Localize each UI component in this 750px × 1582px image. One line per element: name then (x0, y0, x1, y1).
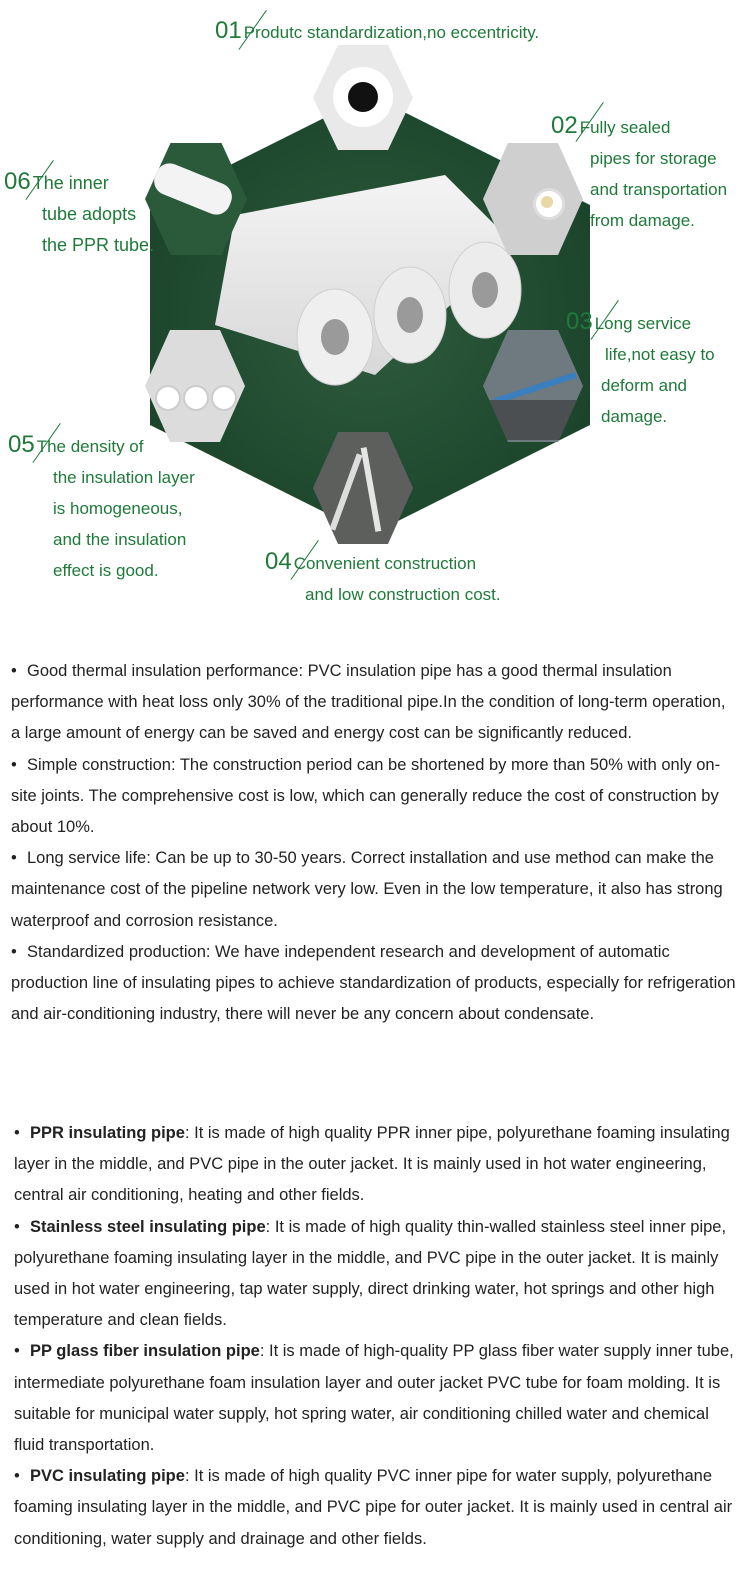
feature-item: • Good thermal insulation performance: PVC insulation pipe has a good thermal insulation performance with heat loss only 30% of the traditional pipe.In the condition of long-term operation, a large amount of energy can be saved and energy cost can be significantly reduced. (11, 662, 726, 743)
insulating-pipes-image (195, 175, 535, 395)
product-item: • PVC insulating pipe: It is made of high quality PVC inner pipe for water supply, polyurethane foaming insulating layer in the middle, and PVC pipe for outer jacket. It is mainly used in central air conditioning, water supply and drainage and other fields. (14, 1467, 733, 1548)
product-item: • Stainless steel insulating pipe: It is made of high quality thin-walled stainless steel inner pipe, polyurethane foaming insulating layer in the middle, and PVC pipe in the outer jacket. It is mainly used in hot water engineering, tap water supply, direct drinking water, hot springs and other high temperature and clean fields. (14, 1217, 727, 1330)
products-list (14, 1118, 739, 1555)
feature-item: • Standardized production: We have independent research and development of automatic production line of insulating pipes to achieve standardization of products, especially for refrigeration and air-conditioning industry, there will never be any concern about condensate. (11, 942, 736, 1024)
feature-item: • Long service life: Can be up to 30-50 years. Correct installation and use method can make the maintenance cost of the pipeline network very low. Even in the low temperature, it also has strong waterproof and corrosion resistance. (11, 849, 723, 930)
callout-02: 02 Fully sealed pipes for storage and transportation from damage. (551, 112, 728, 230)
product-name: PVC insulating pipe (30, 1467, 185, 1486)
callout-03: 03 Long service life,not easy to deform and damage. (566, 308, 715, 426)
product-item: • PP glass fiber insulation pipe: It is made of high-quality PP glass fiber water supply inner tube, intermediate polyurethane foam insulation layer and outer jacket PVC tube for foam molding. It is suitable for municipal water supply, hot spring water, air conditioning chilled water and chemical fluid transportation. (14, 1342, 734, 1455)
feature-item: • Simple construction: The construction period can be shortened by more than 50% with only on-site joints. The comprehensive cost is low, which can generally reduce the cost of construction by about 10%. (11, 755, 721, 837)
features-list (11, 656, 739, 1030)
callout-01: 01 Produtc standardization,no eccentricity. (215, 17, 540, 44)
product-item: • PPR insulating pipe: It is made of high quality PPR inner pipe, polyurethane foaming insulating layer in the middle, and PVC pipe in the outer jacket. It is mainly used in hot water engineering, central air conditioning, heating and other fields. (14, 1124, 730, 1205)
product-name: PP glass fiber insulation pipe (30, 1342, 260, 1361)
callout-04: 04 Convenient construction and low construction cost. (265, 548, 501, 604)
callout-06: 06 The inner tube adopts the PPR tube. (4, 168, 155, 255)
callout-05: 05 The density of the insulation layer is homogeneous, and the insulation effect is good. (8, 431, 195, 580)
product-name: PPR insulating pipe (30, 1124, 185, 1142)
product-name: Stainless steel insulating pipe (30, 1217, 266, 1236)
product-infographic (0, 0, 750, 625)
